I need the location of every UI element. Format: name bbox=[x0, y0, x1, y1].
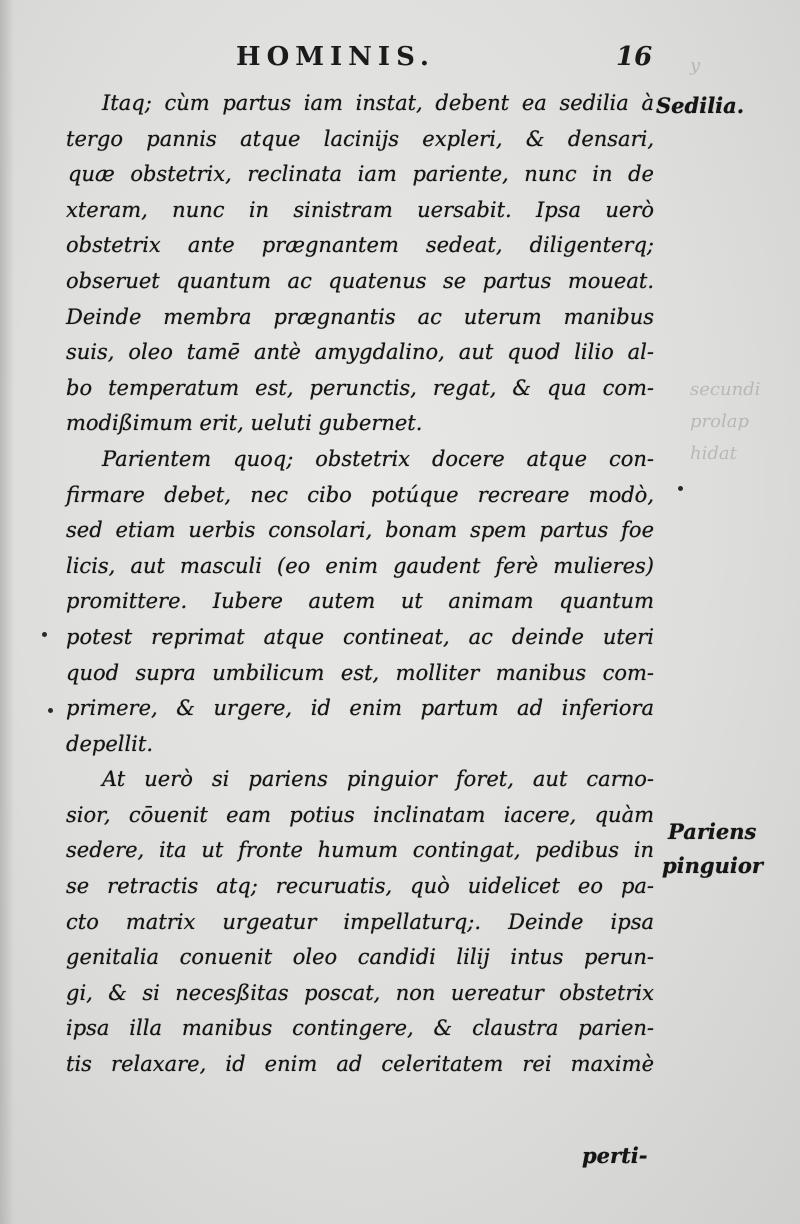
text-line: suis, oleo tamē antè amygdalino, aut quod lilio al- bbox=[66, 340, 654, 365]
running-head: HOMINIS. bbox=[236, 42, 435, 72]
text-line: firmare debet, nec cibo potúque recreare modò, bbox=[66, 482, 654, 507]
text-line: genitalia conuenit oleo candidi lilij intus perun- bbox=[66, 945, 654, 970]
text-line: At uerò si pariens pinguior foret, aut carno- bbox=[102, 767, 654, 792]
margin-note-pariens: Pariens bbox=[668, 819, 757, 844]
text-line: obseruet quantum ac quatenus se partus moueat. bbox=[66, 268, 654, 293]
text-line: depellit. bbox=[66, 731, 154, 756]
text-line: licis, aut masculi (eo enim gaudent ferè mulieres) bbox=[66, 553, 654, 578]
page-number: 16 bbox=[616, 42, 653, 72]
margin-note-pinguior: pinguior bbox=[662, 853, 763, 878]
text-line: obstetrix ante prægnantem sedeat, diligenterq; bbox=[66, 233, 654, 258]
text-line: primere, & urgere, id enim partum ad inferiora bbox=[66, 696, 654, 721]
text-line: cto matrix urgeatur impellaturq;. Deinde ipsa bbox=[66, 909, 654, 934]
bleed-through-text: prolap bbox=[690, 411, 749, 432]
text-line: sior, cōuenit eam potius inclinatam iacere, quàm bbox=[66, 802, 654, 827]
margin-note-sedilia: Sedilia. bbox=[656, 93, 745, 118]
text-line: Itaq; cùm partus iam instat, debent ea sedilia à bbox=[102, 91, 654, 115]
bleed-through-text: hidat bbox=[690, 443, 737, 464]
ink-speck bbox=[48, 708, 53, 713]
text-line: sed etiam uerbis consolari, bonam spem partus foe bbox=[66, 518, 654, 543]
text-line: tis relaxare, id enim ad celeritatem rei maximè bbox=[66, 1052, 654, 1077]
text-line: quæ obstetrix, reclinata iam pariente, nunc in de bbox=[68, 162, 654, 187]
text-line: Deinde membra prægnantis ac uterum manibus bbox=[66, 304, 654, 329]
text-line: modißimum erit, ueluti gubernet. bbox=[66, 411, 423, 436]
text-line: ipsa illa manibus contingere, & claustra parien- bbox=[66, 1016, 654, 1041]
catchword: perti- bbox=[582, 1143, 648, 1168]
ink-speck bbox=[678, 486, 683, 491]
text-line: gi, & si necesßitas poscat, non uereatur obstetrix bbox=[66, 980, 654, 1005]
ink-speck bbox=[42, 632, 47, 637]
bleed-through-text: y bbox=[690, 55, 701, 76]
text-line: promittere. Iubere autem ut animam quantum bbox=[66, 589, 654, 614]
text-line: bo temperatum est, perunctis, regat, & qua com- bbox=[66, 375, 654, 400]
text-line: xteram, nunc in sinistram uersabit. Ipsa uerò bbox=[66, 197, 654, 222]
text-line: tergo pannis atque lacinijs expleri, & densari, bbox=[66, 126, 654, 151]
text-line: se retractis atq; recuruatis, quò uidelicet eo pa- bbox=[66, 874, 654, 899]
text-line: potest reprimat atque contineat, ac deinde uteri bbox=[66, 624, 654, 649]
text-line: sedere, ita ut fronte humum contingat, pedibus in bbox=[66, 838, 654, 863]
main-text-block bbox=[66, 86, 654, 1083]
text-line: quod supra umbilicum est, molliter manibus com- bbox=[66, 660, 654, 685]
bleed-through-text: secundi bbox=[690, 379, 761, 400]
text-line: Parientem quoq; obstetrix docere atque con- bbox=[102, 446, 654, 471]
